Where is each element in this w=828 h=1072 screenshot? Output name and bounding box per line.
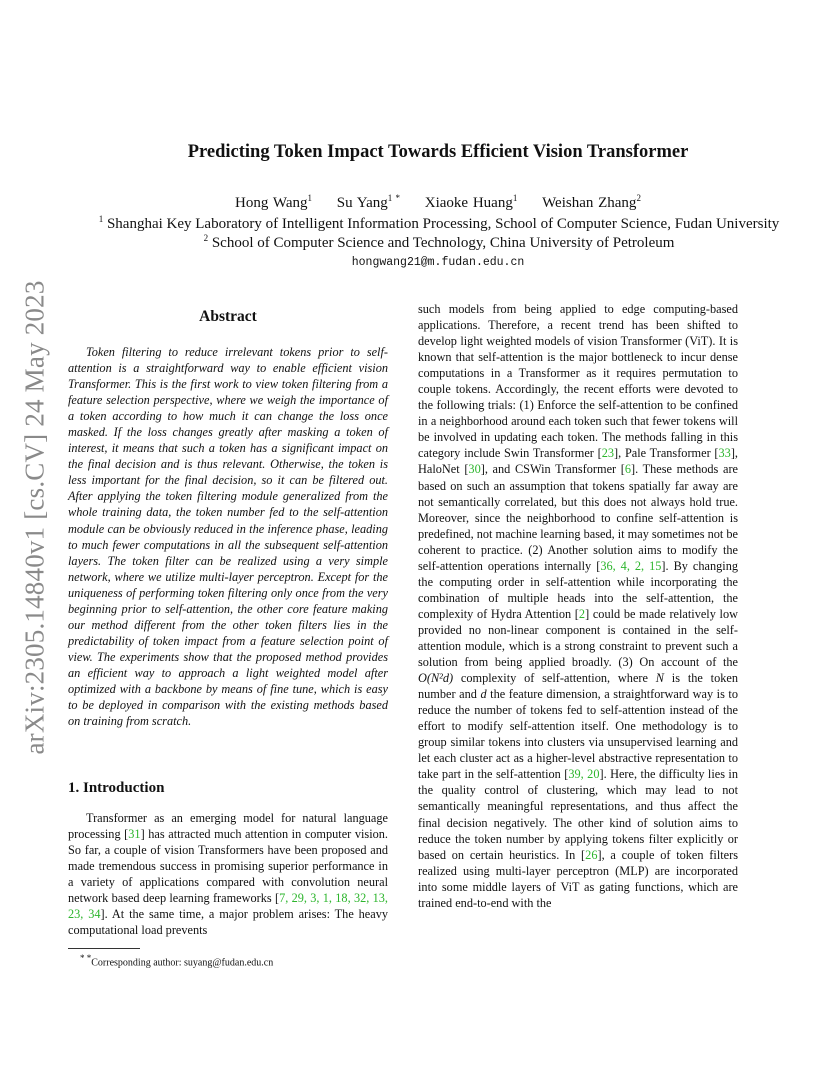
right-column <box>418 301 738 911</box>
citation-link[interactable]: 26 <box>585 847 598 862</box>
footnote-rule <box>68 948 140 949</box>
citation-link[interactable]: 2 <box>578 606 586 621</box>
math-d: d <box>480 687 487 702</box>
citation-link[interactable]: 36, 4, 2, 15 <box>600 558 662 573</box>
introduction-heading: 1. Introduction <box>68 780 165 796</box>
citation-link[interactable]: 31 <box>128 827 141 842</box>
arxiv-identifier: arXiv:2305.14840v1 [cs.CV] 24 May 2023 <box>19 279 50 755</box>
footnote: * *Corresponding author: suyang@fudan.edu.cn <box>80 953 274 969</box>
citation-link[interactable]: 7, 29, 3, 1, 18, 32, 13, 23, 34 <box>68 891 388 922</box>
author: Su Yang$^{1 *}$ <box>336 193 401 211</box>
citation-link[interactable]: 39, 20 <box>568 767 600 782</box>
affiliation-2: $^2$ School of Computer Science and Technology, China University of Petroleum <box>203 233 675 251</box>
citation-link[interactable]: 33 <box>718 446 731 461</box>
math-complexity: O(N²d) <box>418 671 454 686</box>
abstract-body: Token filtering to reduce irrelevant tokens prior to self-attention is a straightforward way to enable efficient vision Transformer. This is the first work to view token filtering from a feature selection perspective, where we weigh the importance of a token according to how much it can change the loss once masked. If the loss changes greatly after masking a token of interest, it means that such a token has a significant impact on the final decision and is thus relevant. Otherwise, the token is less important for the final decision, so it can be filtered out. After applying the token filtering module generalized from the whole training data, the token number fed to the self-attention module can be obviously reduced in the inference phase, leading to much fewer computations in all the subsequent self-attention layers. The token filter can be realized using a very simple network, where we utilize multi-layer perceptron. Except for the uniqueness of performing token filtering only once from the very beginning prior to self-attention, the other core feature making our method different from the other token filters lies in the predictability of token impact from a feature selection point of view. The experiments show that the proposed method provides an efficient way to approach a light weighted model after optimized with a backbone by means of fine tune, which is easy to be deployed in comparison with the existing methods based on training from scratch. <box>68 345 388 729</box>
abstract-heading: Abstract <box>199 308 257 325</box>
author: Weishan Zhang$^2$ <box>542 193 641 211</box>
affiliation-1: $^1$ Shanghai Key Laboratory of Intelligent Information Processing, School of Computer Science, Fudan University <box>98 214 780 232</box>
introduction-body: Transformer as an emerging model for natural language processing [31] has attracted much attention in computer vision. So far, a couple of vision Transformers have been proposed and made tremendous success in promising superior performance in a variety of applications compared with convolution neural network based deep learning frameworks [7, 29, 3, 1, 18, 32, 13, 23, 34]. At the same time, a major problem arises: The heavy computational load prevents <box>68 811 388 938</box>
arxiv-side-stamp <box>18 272 52 762</box>
math-n: N <box>655 671 664 686</box>
citation-link[interactable]: 23 <box>601 446 615 461</box>
introduction-continued: such models from being applied to edge computing-based applications. Therefore, a recent trend has been shifted to develop light weighted models of vision Transformer (ViT). It is known that self-attention is the major bottleneck to incur dense computations in a Transformer as it requires permutation to couple tokens. Accordingly, the recent efforts were devoted to the following trials: (1) Enforce the self-attention to be confined in a neighborhood around each token such that fewer tokens will be involved in updating each token. The methods falling in this category include Swin Transformer [23], Pale Transformer [33], HaloNet [30], and CSWin Transformer [6]. These methods are based on such an assumption that tokens spatially far away are not semantically correlated, but this does not always hold true. Moreover, since the neighborhood to confine self-attention is predefined, not machine learning based, it may sometimes not be coherent to practice. (2) Another solution aims to modify the self-attention operations internally [36, 4, 2, 15]. By changing the computing order in self-attention while incorporating the combination of multiple heads into the self-attention, the complexity of Hydra Attention [2] could be made relatively low provided no non-linear component is contained in the self-attention module, which is a strong constraint to prevent such a solution from being applied broadly. (3) On account of the O(N²d) complexity of self-attention, where N is the token number and d the feature dimension, a straightforward way is to reduce the number of tokens fed to self-attention instead of the effort to modify self-attention itself. One methodology is to group similar tokens into clusters via unsupervised learning and let each cluster act as a higher-level abstractive representation to take part in the self-attention [39, 20]. Here, the difficulty lies in the quality control of clustering, which may lead to not semantically meaningful representations, and thus affect the final decision negatively. The other kind of solution aims to reduce the token number by applying tokens filter explicitly or based on certain heuristics. In [26], a couple of token filters realized using multi-layer perceptron (MLP) are incorporated into some middle layers of ViT as gating functions, which are trained end-to-end with the <box>418 302 739 910</box>
contact-email[interactable]: hongwang21@m.fudan.edu.cn <box>351 256 525 269</box>
author-list <box>68 193 808 212</box>
citation-link[interactable]: 30 <box>468 462 481 477</box>
author: Xiaoke Huang$^1$ <box>424 193 518 211</box>
paper-title: Predicting Token Impact Towards Efficient Vision Transformer <box>187 142 689 162</box>
author: Hong Wang$^1$ <box>235 193 312 211</box>
citation-link[interactable]: 6 <box>624 462 632 477</box>
